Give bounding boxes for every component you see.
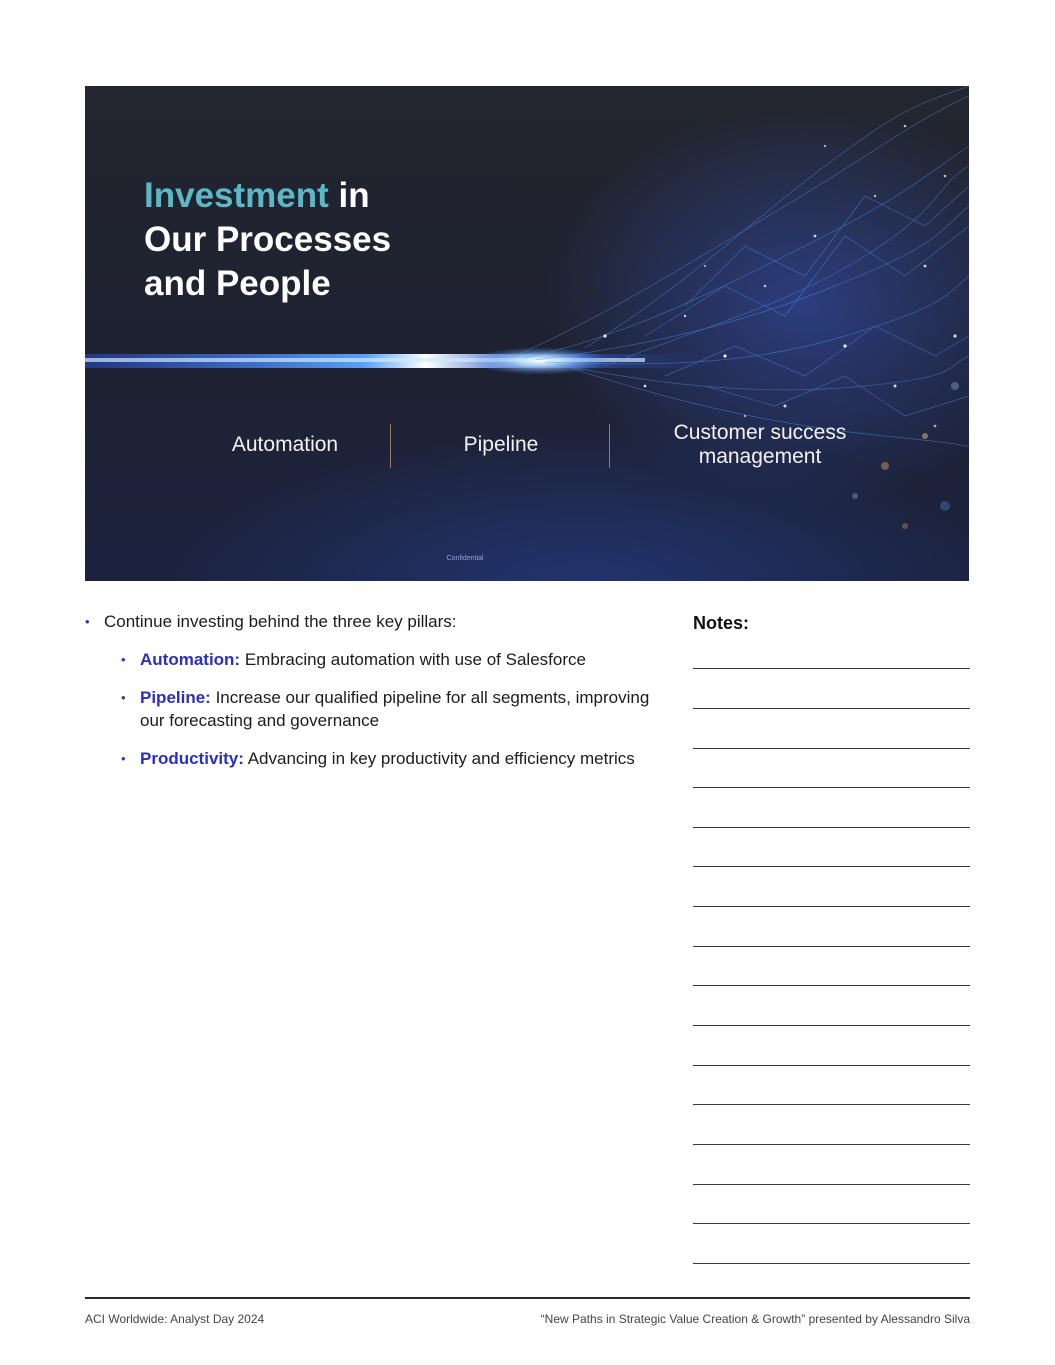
confidential-label: Confidential <box>446 555 484 562</box>
network-light-art <box>85 86 969 581</box>
bullet-list <box>85 610 665 770</box>
slide-title-line-2: Our Processes <box>144 220 392 259</box>
note-line <box>693 668 970 669</box>
sub-bullet-productivity <box>121 747 665 770</box>
note-line <box>693 866 970 867</box>
pillar-automation: Automation <box>231 433 339 456</box>
note-line <box>693 748 970 749</box>
sub-bullet-text: Embracing automation with use of Salesforce <box>240 650 586 669</box>
note-line <box>693 1223 970 1224</box>
pillar-customer-success: Customer success management <box>673 421 847 468</box>
bullet-dot-icon: • <box>121 652 126 667</box>
note-line <box>693 946 970 947</box>
bullet-intro-text: Continue investing behind the three key pillars: <box>104 612 457 631</box>
note-line <box>693 787 970 788</box>
note-line <box>693 708 970 709</box>
pillar-pipeline: Pipeline <box>463 433 539 456</box>
slide-title-line-1 <box>144 174 504 218</box>
slide-title <box>144 174 504 306</box>
keyword-automation: Automation: <box>140 650 241 669</box>
keyword-productivity: Productivity: <box>140 749 244 768</box>
slide-title-in: in <box>328 176 370 215</box>
sub-bullet-text: Increase our qualified pipeline for all segments, improving our forecasting and governance <box>140 688 650 730</box>
slide-title-accent: Investment <box>144 176 329 215</box>
note-line <box>693 1104 970 1105</box>
footer-event: ACI Worldwide: Analyst Day 2024 <box>85 1312 265 1326</box>
slide-image <box>85 86 969 581</box>
keyword-pipeline: Pipeline: <box>140 688 211 707</box>
footer-rule <box>85 1297 970 1299</box>
notes-title: Notes: <box>693 613 750 633</box>
note-line <box>693 1144 970 1145</box>
bullet-dot-icon: • <box>121 751 126 766</box>
bullet-dot-icon: • <box>121 690 126 705</box>
bullet-dot-icon: • <box>85 614 90 629</box>
footer-presentation: “New Paths in Strategic Value Creation & Growth” presented by Alessandro Silva <box>540 1312 970 1326</box>
note-line <box>693 1184 970 1185</box>
sub-bullet-automation <box>121 648 665 671</box>
note-line <box>693 1025 970 1026</box>
slide-title-line-3: and People <box>144 264 331 303</box>
sub-bullet-text: Advancing in key productivity and efficiency metrics <box>243 749 635 768</box>
pillar-divider <box>609 424 610 468</box>
sub-bullet-pipeline <box>121 686 665 732</box>
note-line <box>693 1263 970 1264</box>
bullet-intro <box>85 610 665 633</box>
note-line <box>693 1065 970 1066</box>
note-line <box>693 985 970 986</box>
note-line <box>693 906 970 907</box>
pillar-divider <box>390 424 391 468</box>
note-line <box>693 827 970 828</box>
